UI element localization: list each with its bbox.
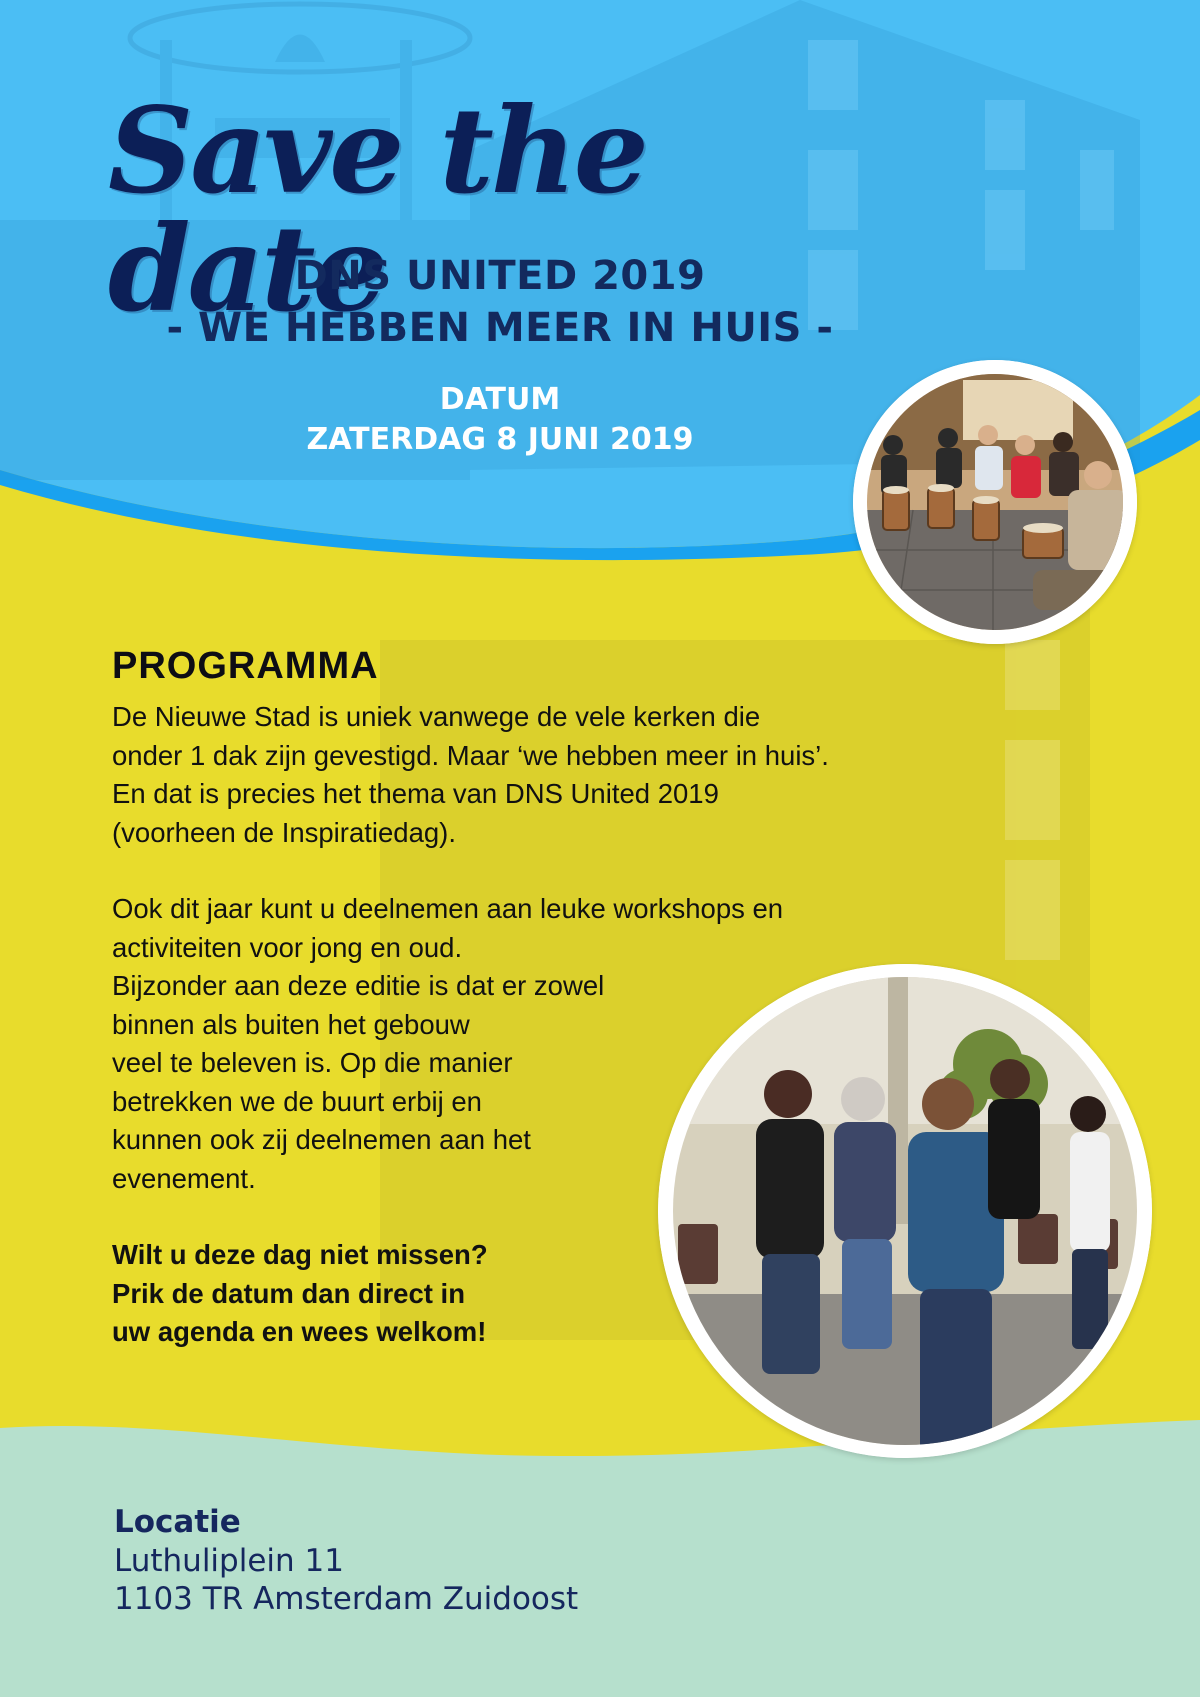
date-value: ZATERDAG 8 JUNI 2019 <box>306 422 694 457</box>
address-city: 1103 TR Amsterdam Zuidoost <box>114 1581 579 1617</box>
activities-line-8: evenement. <box>112 1162 256 1194</box>
programma-intro-paragraph <box>112 698 872 852</box>
address-street: Luthuliplein 11 <box>114 1543 344 1579</box>
intro-line-2: onder 1 dak zijn gevestigd. Maar ‘we hebben meer in huis’. <box>112 739 829 771</box>
drumming-circle-illustration <box>853 360 1137 644</box>
activities-line-1: Ook dit jaar kunt u deelnemen aan leuke workshops en <box>112 893 784 924</box>
intro-line-1: De Nieuwe Stad is uniek vanwege de vele kerken die <box>112 701 761 732</box>
event-title-line-1: DNS UNITED 2019 <box>294 253 706 299</box>
activities-line-5: veel te beleven is. Op die manier <box>112 1047 513 1078</box>
location-heading: Locatie <box>114 1504 241 1540</box>
cta-line-2: Prik de datum dan direct in <box>112 1277 465 1309</box>
location-section <box>114 1502 578 1618</box>
dancing-group-illustration <box>658 964 1152 1458</box>
dancing-group-photo <box>658 964 1152 1458</box>
save-the-date-headline: Save the date <box>108 81 646 338</box>
drumming-circle-photo <box>853 360 1137 644</box>
activities-line-7: kunnen ook zij deelnemen aan het <box>112 1124 531 1155</box>
activities-line-6: betrekken we de buurt erbij en <box>112 1085 482 1117</box>
cta-line-1: Wilt u deze dag niet missen? <box>112 1239 488 1270</box>
event-title-line-2: - WE HEBBEN MEER IN HUIS - <box>166 305 834 351</box>
date-block <box>250 380 750 460</box>
activities-line-4: binnen als buiten het gebouw <box>112 1008 470 1040</box>
programma-heading: PROGRAMMA <box>112 645 379 687</box>
intro-line-3: En dat is precies het thema van DNS United 2019 <box>112 778 719 809</box>
activities-line-3: Bijzonder aan deze editie is dat er zowel <box>112 970 605 1001</box>
intro-line-4: (voorheen de Inspiratiedag). <box>112 816 456 848</box>
activities-line-2: activiteiten voor jong en oud. <box>112 931 463 963</box>
cta-line-3: uw agenda en wees welkom! <box>112 1316 487 1347</box>
event-title <box>130 250 870 354</box>
date-label: DATUM <box>439 382 561 417</box>
